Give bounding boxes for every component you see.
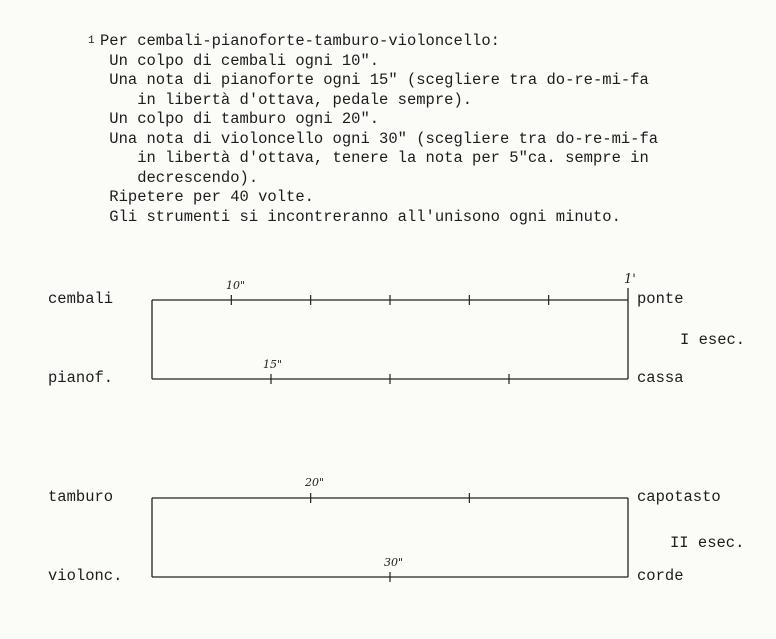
right-label-cassa: cassa <box>637 369 684 387</box>
executor-label-second: II esec. <box>670 534 745 552</box>
right-label-corde: corde <box>637 567 684 585</box>
executor-label-first: I esec. <box>680 331 746 349</box>
instruction-line: Un colpo di tamburo ogni 20". <box>100 110 380 128</box>
interval-mark-15: 15" <box>263 358 283 371</box>
instruction-line: Una nota di pianoforte ogni 15" (scegliere tra do-re-mi-fa <box>100 71 649 89</box>
instruction-line: decrescendo). <box>100 168 259 187</box>
right-label-capotasto: capotasto <box>637 488 721 506</box>
instrument-label-pianoforte: pianof. <box>48 369 114 387</box>
instrument-label-cembali: cembali <box>48 290 114 308</box>
instrument-label-tamburo: tamburo <box>48 488 114 506</box>
instruction-line: Ripetere per 40 volte. <box>100 188 314 206</box>
instruction-line: in libertà d'ottava, pedale sempre). <box>100 90 473 109</box>
interval-mark-30: 30" <box>384 556 404 569</box>
right-label-ponte: ponte <box>637 290 684 308</box>
instruction-line: in libertà d'ottava, tenere la nota per 5"ca. sempre in <box>100 149 649 167</box>
footnote-number: 1 <box>88 35 95 47</box>
interval-mark-10: 10" <box>226 279 246 292</box>
instrument-label-violoncello: violonc. <box>48 567 123 585</box>
minute-mark: 1' <box>624 272 636 287</box>
instruction-line: Una nota di violoncello ogni 30" (scegliere tra do-re-mi-fa <box>100 129 659 148</box>
instruction-line: Gli strumenti si incontreranno all'unisono ogni minuto. <box>100 207 621 226</box>
instruction-line: Un colpo di cembali ogni 10". <box>100 51 380 70</box>
interval-mark-20: 20" <box>305 476 325 489</box>
instruction-line: Per cembali-pianoforte-tamburo-violoncello: <box>100 32 500 50</box>
